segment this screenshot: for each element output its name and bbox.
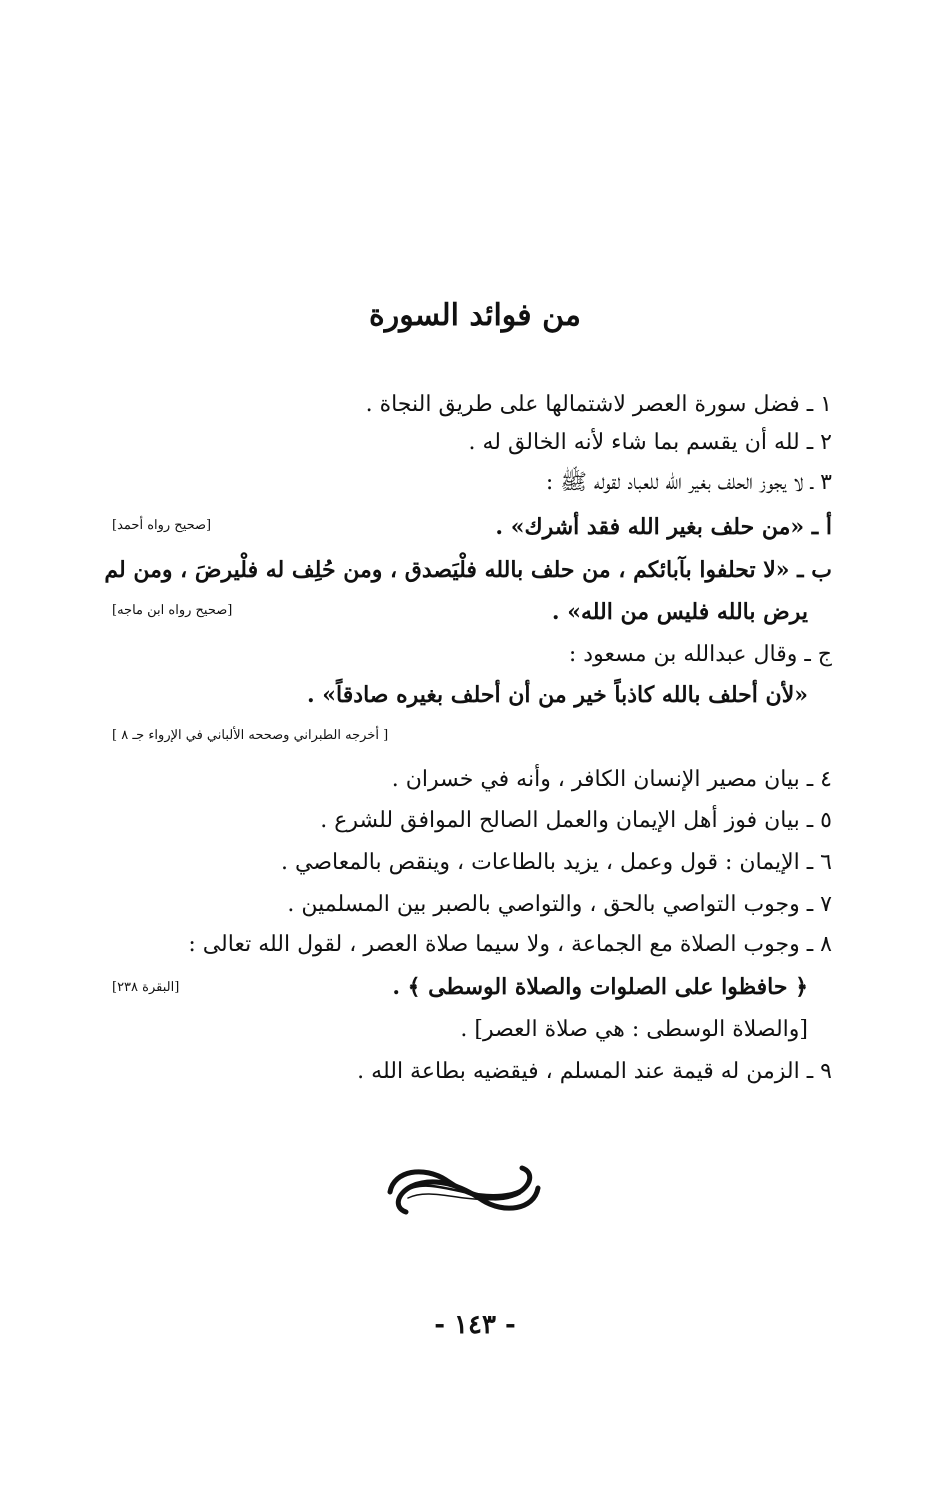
hadith-a: أ ـ «من حلف بغير الله فقد أشرك» .	[495, 514, 832, 540]
quran-verse: ﴿ حافظوا على الصلوات والصلاة الوسطى ﴾ .	[392, 974, 808, 1000]
page-number: - ١٤٣ -	[434, 1310, 516, 1340]
benefit-2: ٢ ـ لله أن يقسم بما شاء لأنه الخالق له .	[468, 430, 832, 455]
ref-tabarani: [ أخرجه الطبراني وصححه الألباني في الإرواء جـ ٨ ]	[112, 728, 389, 743]
benefit-9: ٩ ـ الزمن له قيمة عند المسلم ، فيقضيه بطاعة الله .	[357, 1059, 832, 1084]
swirl-ornament-icon	[384, 1158, 544, 1222]
benefit-8: ٨ ـ وجوب الصلاة مع الجماعة ، ولا سيما صلاة العصر ، لقول الله تعالى :	[188, 932, 832, 957]
hadith-b-line1: ب ـ «لا تحلفوا بآبائكم ، من حلف بالله فلْيَصدق ، ومن حُلِف له فلْيرضَ ، ومن لم	[104, 557, 832, 583]
hadith-b-line2: يرض بالله فليس من الله» .	[551, 599, 808, 625]
benefit-7: ٧ ـ وجوب التواصي بالحق ، والتواصي بالصبر بين المسلمين .	[287, 892, 832, 917]
ref-ibn-majah: [صحيح رواه ابن ماجه]	[112, 603, 233, 618]
benefit-3: ٣ ـ لا يجوز الحلف بغير الله للعباد لقوله ﷺ :	[545, 470, 832, 495]
page-title: من فوائد السورة	[368, 298, 581, 333]
benefit-4: ٤ ـ بيان مصير الإنسان الكافر ، وأنه في خسران .	[391, 767, 832, 792]
saying-c: ج ـ وقال عبدالله بن مسعود :	[568, 642, 832, 667]
benefit-1: ١ ـ فضل سورة العصر لاشتمالها على طريق النجاة .	[365, 392, 832, 417]
benefit-6: ٦ ـ الإيمان : قول وعمل ، يزيد بالطاعات ، وينقص بالمعاصي .	[281, 850, 832, 875]
wusta-note: [والصلاة الوسطى : هي صلاة العصر] .	[460, 1017, 808, 1042]
benefit-5: ٥ ـ بيان فوز أهل الإيمان والعمل الصالح الموافق للشرع .	[320, 808, 832, 833]
ref-ahmad: [صحيح رواه أحمد]	[112, 518, 212, 533]
saying-c-quote: «لأن أحلف بالله كاذباً خير من أن أحلف بغيره صادقاً» .	[306, 682, 808, 708]
ref-baqarah: [البقرة ٢٣٨]	[112, 980, 180, 995]
